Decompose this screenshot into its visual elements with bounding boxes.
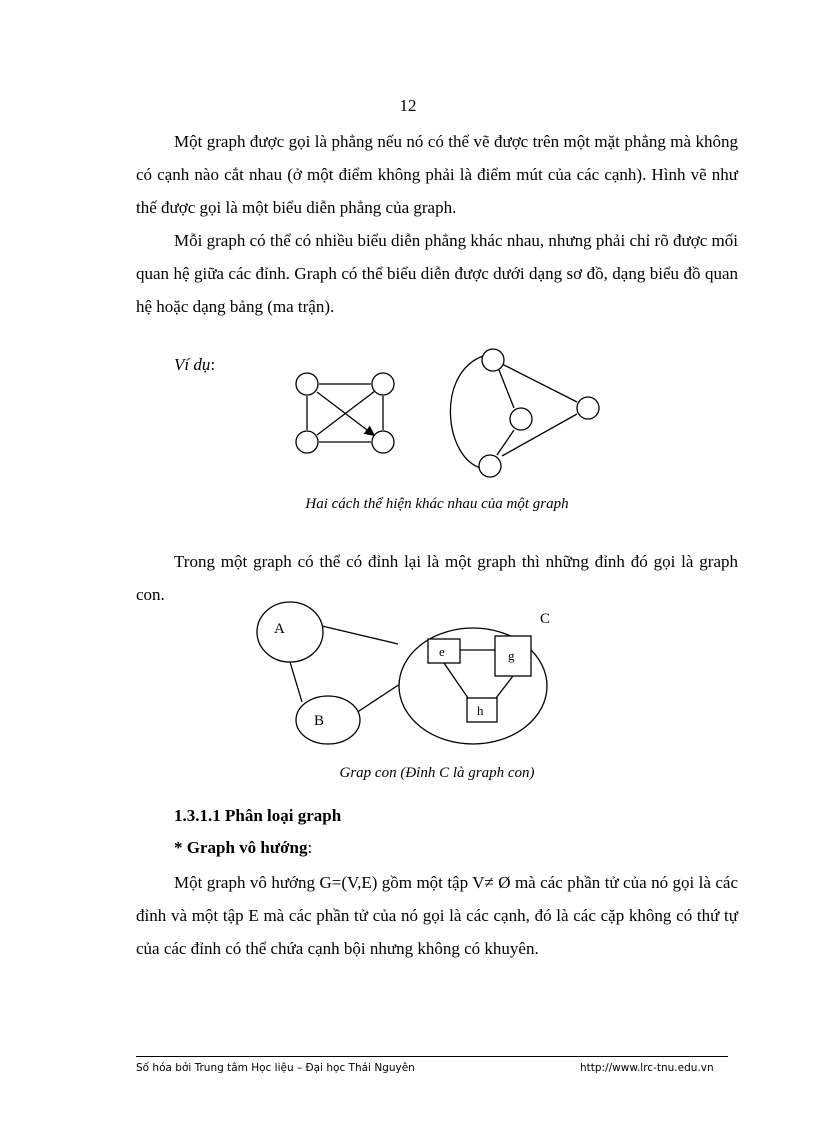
paragraph-representations: Mỗi graph có thể có nhiều biểu diễn phẳng khác nhau, nhưng phải chỉ rõ được mối quan hệ giữa các đỉnh. Graph có thể biểu diễn được dưới dạng sơ đồ, dạng biểu đồ quan hệ hoặc dạng bảng (ma trận). [136,231,738,316]
caption-two-representations: Hai cách thể hiện khác nhau của một graph [305,496,569,512]
label-e: e [439,644,445,659]
node-A [257,602,323,662]
example-graphs-figure [285,340,615,490]
edge-diagonal [317,391,375,435]
label-B: B [314,713,325,729]
node-top-right [372,373,394,395]
example-label-line [174,355,215,375]
edge-outer-arc [450,356,483,468]
edge-A-B [290,662,302,702]
label-h: h [477,703,484,718]
node-bottom [479,455,501,477]
footer-divider [136,1056,728,1057]
edge-diagonal-arrow [317,392,375,436]
label-A: A [274,621,285,637]
footer-source: Số hóa bởi Trung tâm Học liệu – Đại học Thái Nguyên [136,1062,415,1074]
subgraph-figure [250,598,570,756]
edge-A-C [322,626,398,644]
label-g: g [508,648,515,663]
footer-url[interactable]: http://www.lrc-tnu.edu.vn [580,1062,714,1074]
section-heading: 1.3.1.1 Phân loại graph [174,806,342,825]
example-colon: : [210,355,216,374]
label-C: C [540,611,551,627]
node-top-left [296,373,318,395]
paragraph-subgraph: Trong một graph có thể có đỉnh lại là một graph thì những đỉnh đó gọi là graph con. [136,552,738,604]
node-B [296,696,360,744]
subheading-colon: : [307,838,313,857]
edge-top-right [502,364,577,402]
subheading-line [174,838,312,858]
node-center [510,408,532,430]
node-bottom-right [372,431,394,453]
triangle-graph [450,349,599,477]
paragraph-planar-definition: Một graph được gọi là phẳng nếu nó có thể vẽ được trên một mặt phẳng mà không có cạnh nào cắt nhau (ở một điểm không phải là điểm mút của các cạnh). Hình vẽ như thế được gọi là một biểu diễn phẳng của graph. [136,132,738,217]
page-number: 12 [399,96,417,115]
node-top [482,349,504,371]
example-label: Ví dụ [174,355,211,374]
square-graph [296,373,394,453]
node-right [577,397,599,419]
edge-top-center [499,370,514,408]
subheading-star: * [174,838,187,857]
node-bottom-left [296,431,318,453]
caption-subgraph: Grap con (Đỉnh C là graph con) [339,765,535,781]
paragraph-undirected-graph: Một graph vô hướng G=(V,E) gồm một tập V≠ Ø mà các phần tử của nó gọi là các đỉnh và một tập E mà các phần tử của nó gọi là các cạnh, đó là các cặp không có thứ tự của các đỉnh có thể chứa cạnh bội nhưng không có khuyên. [136,873,738,958]
subheading: Graph vô hướng [186,838,308,857]
